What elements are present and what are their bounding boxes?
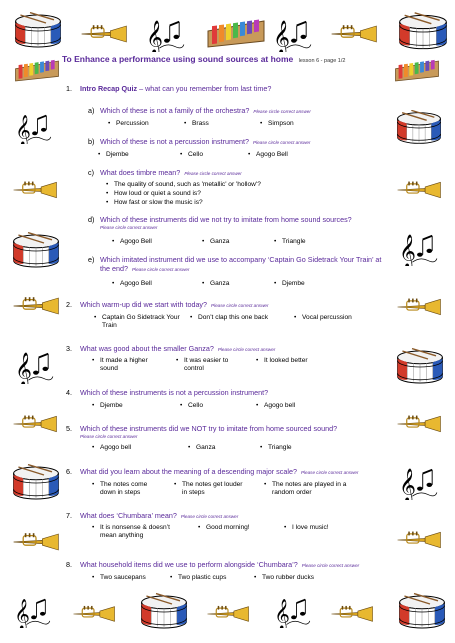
page-subtitle: lesson 6 - page 1/2 bbox=[298, 58, 346, 64]
option[interactable]: • Agogo Bell bbox=[256, 151, 288, 159]
option[interactable]: • How loud or quiet a sound is? bbox=[114, 190, 201, 198]
option[interactable]: • Two saucepans bbox=[100, 574, 146, 582]
music-notes-icon bbox=[142, 18, 188, 52]
question-1b bbox=[88, 137, 400, 147]
trumpet-icon bbox=[80, 24, 128, 44]
drum-icon bbox=[140, 592, 188, 632]
option[interactable]: • The notes get louder in steps bbox=[182, 481, 248, 497]
option[interactable]: • Vocal percussion bbox=[302, 314, 352, 322]
question-number: 6. bbox=[66, 467, 72, 476]
question-label: a) bbox=[88, 106, 95, 115]
question-label: e) bbox=[88, 255, 95, 264]
drum-icon bbox=[396, 110, 442, 146]
music-notes-icon bbox=[396, 232, 440, 266]
music-notes-icon bbox=[12, 596, 52, 628]
question-text: Which of these is not a percussion instrument? bbox=[100, 137, 250, 146]
trumpet-icon bbox=[396, 528, 442, 552]
hint-text: Please circle correct answer bbox=[253, 140, 311, 145]
trumpet-icon bbox=[330, 24, 378, 44]
question-1e bbox=[88, 255, 390, 274]
drum-icon bbox=[12, 232, 60, 270]
option[interactable]: • Brass bbox=[192, 120, 209, 128]
question-text: What did you learn about the meaning of a descending major scale? bbox=[80, 467, 297, 476]
option[interactable]: • Ganza bbox=[210, 238, 229, 246]
option[interactable]: • Djembe bbox=[106, 151, 129, 159]
hint-text: Please circle correct answer bbox=[300, 470, 359, 475]
trumpet-icon bbox=[12, 414, 58, 434]
hint-text: Please circle correct answer bbox=[131, 267, 190, 272]
option[interactable]: • Captain Go Sidetrack Your Train bbox=[102, 314, 192, 330]
question-number: 1. bbox=[66, 84, 72, 93]
question-number: 2. bbox=[66, 300, 72, 309]
question-heading: Intro Recap Quiz bbox=[80, 84, 138, 93]
option[interactable]: • Don’t clap this one back bbox=[198, 314, 268, 322]
option[interactable]: • It was easier to control bbox=[184, 357, 248, 373]
option[interactable]: • Djembe bbox=[100, 402, 123, 410]
question-text: What does ‘Chumbara’ mean? bbox=[80, 511, 177, 520]
hint-text: Please circle correct answer bbox=[217, 347, 276, 352]
hint-text: Please circle correct answer bbox=[184, 171, 242, 176]
question-6 bbox=[66, 467, 400, 477]
question-label: d) bbox=[88, 215, 95, 224]
drum-icon bbox=[398, 592, 446, 632]
option[interactable]: • The notes come down in steps bbox=[100, 481, 162, 497]
trumpet-icon bbox=[12, 530, 60, 554]
option[interactable]: • I love music! bbox=[292, 524, 329, 532]
question-text: Which of these instruments did we not try to imitate from home sound sources? bbox=[100, 215, 352, 224]
question-number: 8. bbox=[66, 560, 72, 569]
music-notes-icon bbox=[270, 18, 314, 52]
question-7 bbox=[66, 511, 400, 521]
option[interactable]: • Good morning! bbox=[206, 524, 250, 532]
drum-icon bbox=[14, 12, 62, 50]
option[interactable]: • Cello bbox=[188, 402, 203, 410]
option[interactable]: • Agogo bell bbox=[264, 402, 295, 410]
trumpet-icon bbox=[12, 294, 60, 318]
question-text: Which of these instruments is not a percussion instrument? bbox=[80, 388, 269, 397]
option[interactable]: • Agogo bell bbox=[100, 444, 131, 452]
question-text: Which of these instruments did we NOT try to imitate from home sourced sound? bbox=[80, 424, 338, 433]
question-1c bbox=[88, 168, 400, 178]
question-number: 4. bbox=[66, 388, 72, 397]
question-3 bbox=[66, 344, 400, 354]
page-title bbox=[62, 54, 402, 64]
question-8 bbox=[66, 560, 410, 570]
hint-text: Please circle correct answer bbox=[100, 225, 158, 230]
music-notes-icon bbox=[272, 596, 312, 628]
hint-text: Please circle correct answer bbox=[211, 303, 269, 308]
option[interactable]: • Triangle bbox=[282, 238, 306, 246]
trumpet-icon bbox=[206, 604, 250, 624]
option[interactable]: • It looked better bbox=[264, 357, 312, 365]
trumpet-icon bbox=[12, 180, 58, 200]
option[interactable]: • It made a higher sound bbox=[100, 357, 164, 373]
question-text: What was good about the smaller Ganza? bbox=[80, 344, 214, 353]
trumpet-icon bbox=[396, 414, 442, 434]
question-text: Which imitated instrument did we use to accompany ‘Captain Go Sidetrack Your Train’ at the end? bbox=[100, 255, 382, 273]
option[interactable]: • Ganza bbox=[196, 444, 215, 452]
music-notes-icon bbox=[396, 466, 440, 500]
trumpet-icon bbox=[330, 604, 374, 624]
question-text: Which warm-up did we start with today? bbox=[80, 300, 208, 309]
option[interactable]: • The notes are played in a random order bbox=[272, 481, 354, 497]
option[interactable]: • Agogo Bell bbox=[120, 238, 152, 246]
trumpet-icon bbox=[396, 296, 442, 318]
option[interactable]: • Agogo Bell bbox=[120, 280, 152, 288]
option[interactable]: • The quality of sound, such as 'metallic' or 'hollow'? bbox=[114, 181, 261, 189]
xylophone-icon bbox=[14, 58, 60, 84]
question-text: Which of these is not a family of the orchestra? bbox=[100, 106, 250, 115]
xylophone-icon bbox=[206, 18, 266, 50]
hint-text: Please circle correct answer bbox=[80, 434, 138, 439]
hint-text: Please circle correct answer bbox=[301, 563, 360, 568]
question-1d bbox=[88, 215, 390, 231]
question-1a bbox=[88, 106, 400, 116]
drum-icon bbox=[12, 464, 60, 502]
option[interactable]: • Two plastic cups bbox=[178, 574, 226, 582]
question-number: 3. bbox=[66, 344, 72, 353]
option[interactable]: • It is nonsense & doesn’t mean anything bbox=[100, 524, 186, 540]
hint-text: Please circle correct answer bbox=[253, 109, 311, 114]
option[interactable]: • Simpson bbox=[268, 120, 294, 128]
trumpet-icon bbox=[396, 180, 442, 200]
question-text: What does timbre mean? bbox=[100, 168, 181, 177]
question-4 bbox=[66, 388, 400, 397]
music-notes-icon bbox=[12, 350, 56, 384]
question-label: c) bbox=[88, 168, 94, 177]
music-notes-icon bbox=[12, 112, 54, 144]
question-2 bbox=[66, 300, 400, 310]
question-heading-rest: – what can you remember from last time? bbox=[137, 84, 272, 93]
hint-text: Please circle correct answer bbox=[180, 514, 239, 519]
option[interactable]: • How fast or slow the music is? bbox=[114, 199, 203, 207]
question-number: 5. bbox=[66, 424, 72, 433]
option[interactable]: • Percussion bbox=[116, 120, 149, 128]
question-number: 7. bbox=[66, 511, 72, 520]
question-text: What household items did we use to perform alongside ‘Chumbara’? bbox=[80, 560, 298, 569]
option[interactable]: • Cello bbox=[188, 151, 203, 159]
trumpet-icon bbox=[72, 604, 116, 624]
page-title-text: To Enhance a performance using sound sources at home bbox=[62, 54, 294, 64]
option[interactable]: • Djembe bbox=[282, 280, 305, 288]
drum-icon bbox=[398, 12, 448, 52]
question-1 bbox=[66, 84, 400, 93]
drum-icon bbox=[396, 348, 444, 386]
option[interactable]: • Ganza bbox=[210, 280, 229, 288]
option[interactable]: • Two rubber ducks bbox=[262, 574, 314, 582]
option[interactable]: • Triangle bbox=[268, 444, 292, 452]
question-label: b) bbox=[88, 137, 95, 146]
question-5 bbox=[66, 424, 400, 440]
